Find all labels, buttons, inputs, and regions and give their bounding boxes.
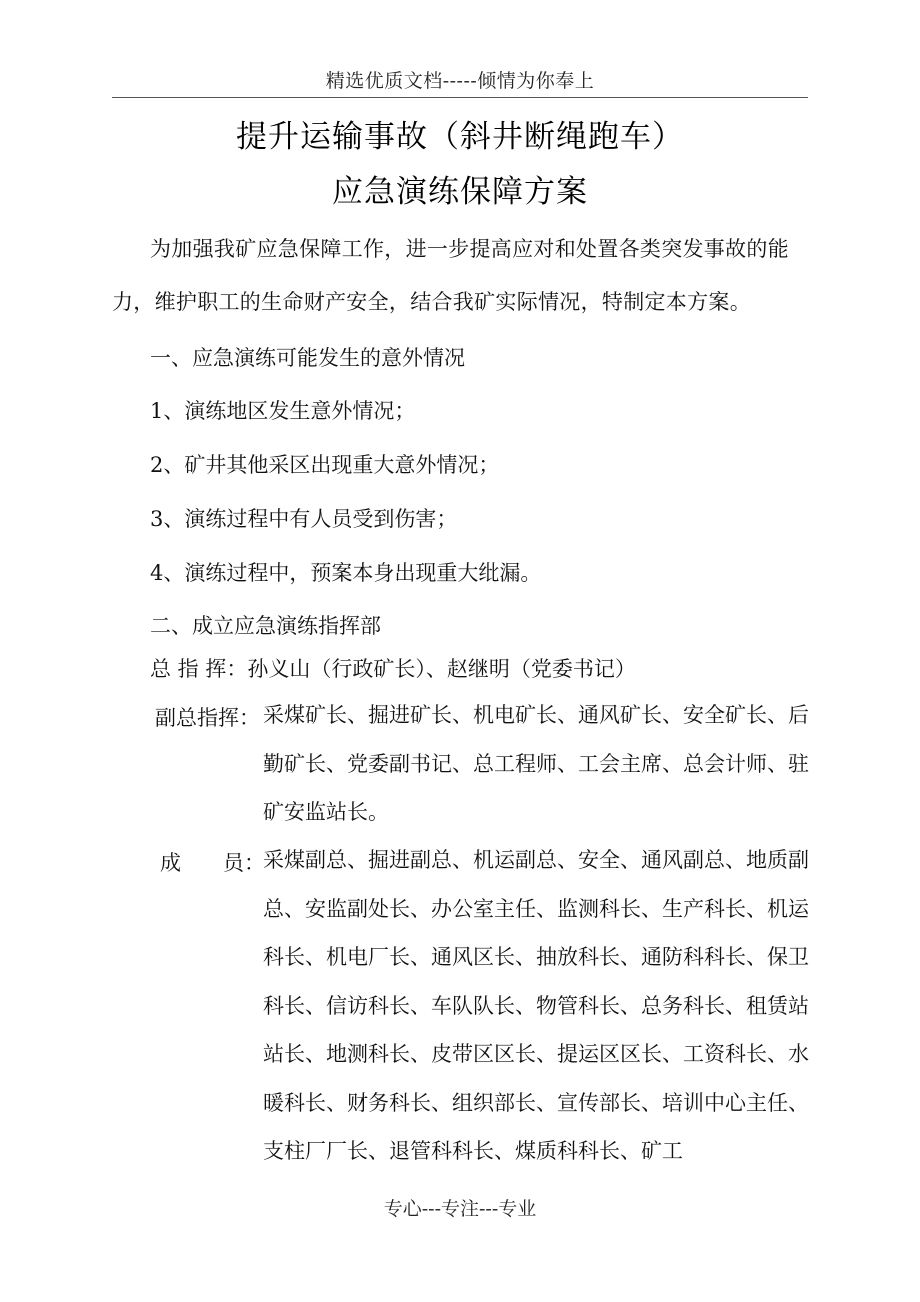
deputy-commander-list: 采煤矿长、掘进矿长、机电矿长、通风矿长、安全矿长、后勤矿长、党委副书记、总工程师、工会主席、总会计师、驻矿安监站长。 <box>263 703 809 824</box>
chief-commander-line: 总 指 挥：孙义山（行政矿长）、赵继明（党委书记） <box>150 657 636 681</box>
intro-paragraph-line-1: 为加强我矿应急保障工作，进一步提高应对和处置各类突发事故的能 <box>150 237 789 261</box>
document-title-line-1: 提升运输事故（斜井断绳跑车） <box>236 119 684 155</box>
section-2-heading: 二、成立应急演练指挥部 <box>150 614 381 638</box>
section-1-heading: 一、应急演练可能发生的意外情况 <box>150 346 465 370</box>
page-footer: 专心---专注---专业 <box>383 1198 537 1220</box>
header-divider <box>112 97 808 98</box>
section-1-item: 2、矿井其他采区出现重大意外情况； <box>150 453 500 477</box>
section-1-item: 1、演练地区发生意外情况； <box>150 399 416 423</box>
section-1-item: 3、演练过程中有人员受到伤害； <box>150 507 458 531</box>
intro-paragraph-line-2: 力，维护职工的生命财产安全，结合我矿实际情况，特制定本方案。 <box>112 290 751 314</box>
document-title-line-2: 应急演练保障方案 <box>332 174 588 210</box>
members-list: 采煤副总、掘进副总、机运副总、安全、通风副总、地质副总、安监副处长、办公室主任、监测科长、生产科长、机运科长、机电厂长、通风区长、抽放科长、通防科科长、保卫科长、信访科长、车队队长、物管科长、总务科长、租赁站站长、地测科长、皮带区区长、提运区区长、工资科长、水暖科长、财务科长、组织部长、宣传部长、培训中心主任、支柱厂厂长、退管科科长、煤质科科长、矿工 <box>263 848 809 1163</box>
members-label: 成 员： <box>160 851 265 875</box>
section-1-item: 4、演练过程中，预案本身出现重大纰漏。 <box>150 561 542 585</box>
page-header: 精选优质文档-----倾情为你奉上 <box>325 70 595 92</box>
deputy-commander-label: 副总指挥： <box>155 706 260 730</box>
